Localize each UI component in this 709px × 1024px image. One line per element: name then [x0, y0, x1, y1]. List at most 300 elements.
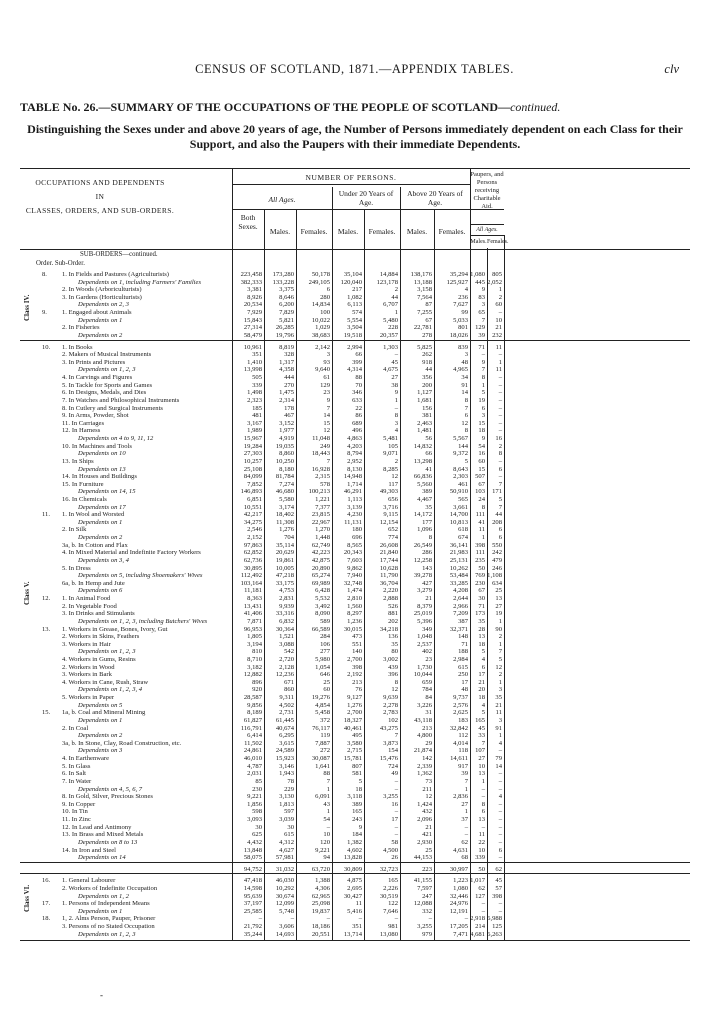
- value-cell: 10: [495, 316, 502, 324]
- value-cell: 57: [495, 884, 502, 892]
- value-cell: 148: [458, 633, 468, 641]
- value-cell: 19: [478, 396, 485, 404]
- occupation-label: 1, 2. Alms Person, Pauper, Prisoner: [62, 915, 156, 923]
- value-cell: 2,731: [279, 709, 294, 717]
- order-number: 9.: [42, 309, 47, 317]
- class-vi-label: Class VI.: [23, 884, 31, 912]
- value-cell: 9,862: [347, 564, 362, 572]
- value-cell: 6: [481, 663, 485, 671]
- value-cell: 30,809: [343, 865, 362, 873]
- value-cell: 10: [478, 846, 485, 854]
- value-cell: 507: [475, 473, 485, 481]
- value-cell: 6,263: [487, 930, 502, 938]
- order-number: 12.: [42, 595, 51, 603]
- value-cell: 47,218: [275, 572, 294, 580]
- value-cell: 12,088: [413, 900, 432, 908]
- value-cell: 7,852: [247, 480, 262, 488]
- value-cell: 7,940: [347, 572, 362, 580]
- class-v-label: Class V.: [23, 581, 31, 605]
- value-cell: 9: [394, 389, 398, 397]
- order-number: 18.: [42, 915, 51, 923]
- value-cell: 7: [394, 732, 398, 740]
- value-cell: 62,736: [243, 556, 262, 564]
- value-cell: 19,284: [243, 442, 262, 450]
- value-cell: 8,794: [347, 450, 362, 458]
- value-cell: 597: [284, 808, 294, 816]
- value-cell: 14: [495, 762, 502, 770]
- value-cell: 3,152: [279, 419, 294, 427]
- value-cell: 9,640: [315, 366, 330, 374]
- value-cell: 12,154: [379, 518, 398, 526]
- value-cell: 3,381: [247, 286, 262, 294]
- value-cell: 6,200: [279, 301, 294, 309]
- both-sexes-header: Both Sexes.: [238, 213, 258, 231]
- dependents-label: Dependents on 5: [78, 701, 123, 709]
- value-cell: 481: [252, 412, 262, 420]
- value-cell: 8: [481, 374, 485, 382]
- value-cell: 39: [478, 331, 485, 339]
- value-cell: 91: [461, 381, 468, 389]
- value-cell: 61,827: [243, 716, 262, 724]
- dependents-label: Dependents on 1: [78, 518, 123, 526]
- value-cell: 4,467: [417, 495, 432, 503]
- value-cell: 66: [425, 450, 432, 458]
- value-cell: 1,521: [279, 633, 294, 641]
- value-cell: 111: [475, 511, 485, 519]
- value-cell: 2,625: [453, 709, 468, 717]
- value-cell: 1,805: [247, 633, 262, 641]
- value-cell: 15,781: [343, 755, 362, 763]
- value-cell: 1,096: [417, 526, 432, 534]
- value-cell: 8,285: [383, 465, 398, 473]
- value-cell: 1,080: [453, 884, 468, 892]
- value-cell: 20,534: [243, 301, 262, 309]
- value-cell: 61: [323, 374, 330, 382]
- value-cell: 41: [478, 518, 485, 526]
- occupation-label: 6a, b. In Hemp and Jute: [62, 579, 125, 587]
- value-cell: 7,627: [453, 301, 468, 309]
- value-cell: 79: [495, 755, 502, 763]
- value-cell: 133,228: [272, 278, 294, 286]
- occupation-label: 3. Persons of no Stated Occupation: [62, 923, 155, 931]
- value-cell: 1,270: [315, 526, 330, 534]
- value-cell: 4,358: [279, 366, 294, 374]
- value-cell: 981: [388, 923, 398, 931]
- value-cell: 9,311: [279, 694, 294, 702]
- value-cell: 7,929: [247, 309, 262, 317]
- table-title-main: TABLE No. 26.—SUMMARY OF THE OCCUPATIONS OF THE PEOPLE OF SCOTLAND—: [20, 100, 511, 114]
- occupation-label: 8. In Gold, Silver, Precious Stones: [62, 793, 153, 801]
- value-cell: 117: [388, 480, 398, 488]
- value-cell: 18,327: [343, 716, 362, 724]
- occupation-label: 4. Workers in Gums, Resins: [62, 656, 136, 663]
- value-cell: 262: [422, 351, 432, 359]
- value-cell: 35,294: [449, 271, 468, 278]
- value-cell: 13,298: [413, 457, 432, 465]
- value-cell: 1,303: [383, 343, 398, 351]
- value-cell: 184: [352, 831, 362, 839]
- paupers-females-header: Females.: [487, 239, 509, 245]
- value-cell: 3,088: [279, 640, 294, 648]
- value-cell: 6,988: [487, 915, 502, 923]
- dependents-label: Dependents on 1, 2, 3, 4: [78, 686, 143, 694]
- value-cell: –: [481, 900, 485, 908]
- occupation-label: 1. In Wool and Worsted: [62, 511, 125, 519]
- value-cell: 3,194: [247, 640, 262, 648]
- all-ages-header: All Ages.: [268, 195, 296, 204]
- value-cell: 810: [252, 648, 262, 656]
- value-cell: 1,730: [417, 663, 432, 671]
- value-cell: 10,044: [413, 671, 432, 679]
- value-cell: 2,546: [247, 526, 262, 534]
- value-cell: 387: [458, 617, 468, 625]
- value-cell: 2,576: [453, 701, 468, 709]
- value-cell: 100,213: [308, 488, 330, 496]
- value-cell: 4,965: [453, 366, 468, 374]
- dependents-label: Dependents on 14, 15: [78, 488, 136, 496]
- value-cell: 173: [475, 610, 485, 618]
- value-cell: 11,048: [312, 435, 330, 443]
- value-cell: 1,127: [417, 389, 432, 397]
- value-cell: 21: [478, 678, 485, 686]
- value-cell: 5,580: [279, 495, 294, 503]
- value-cell: 2,226: [383, 884, 398, 892]
- value-cell: 2: [394, 457, 398, 465]
- value-cell: 16: [391, 800, 398, 808]
- value-cell: 805: [492, 271, 502, 278]
- value-cell: 4: [464, 286, 468, 294]
- value-cell: 33,285: [449, 579, 468, 587]
- above-20-males-header: Males.: [406, 227, 428, 236]
- value-cell: 112,492: [240, 572, 262, 580]
- value-cell: 213: [352, 678, 362, 686]
- value-cell: 13: [478, 633, 485, 641]
- value-cell: –: [498, 404, 502, 412]
- occupation-label: 2. Workers of Indefinite Occupation: [62, 884, 158, 892]
- value-cell: –: [498, 427, 502, 435]
- value-cell: 1,560: [347, 602, 362, 610]
- value-cell: 659: [422, 678, 432, 686]
- value-cell: 7: [481, 366, 485, 374]
- value-cell: 103,164: [240, 579, 262, 587]
- occupation-label: 4. In Carvings and Figures: [62, 374, 133, 382]
- value-cell: 48: [461, 686, 468, 694]
- value-cell: 30,997: [449, 865, 468, 873]
- value-cell: –: [498, 823, 502, 831]
- value-cell: 34,218: [379, 625, 398, 633]
- value-cell: 3,492: [315, 602, 330, 610]
- value-cell: 15: [478, 419, 485, 427]
- occupation-label: 1. In Animal Food: [62, 595, 111, 603]
- value-cell: –: [498, 854, 502, 862]
- value-cell: 1: [498, 358, 502, 366]
- value-cell: 2,537: [417, 640, 432, 648]
- value-cell: 63,720: [311, 865, 330, 873]
- occupation-label: 4. In Earthenware: [62, 755, 110, 763]
- value-cell: 2,052: [487, 278, 502, 286]
- dependents-label: Dependents on 4, 5, 6, 7: [78, 785, 143, 793]
- value-cell: 1,856: [247, 800, 262, 808]
- value-cell: 8: [394, 412, 398, 420]
- value-cell: 2,831: [279, 595, 294, 603]
- value-cell: 211: [422, 785, 432, 793]
- value-cell: 5: [481, 709, 485, 717]
- value-cell: 769: [475, 572, 485, 580]
- value-cell: 398: [475, 541, 485, 549]
- value-cell: 30,087: [311, 755, 330, 763]
- value-cell: 5,821: [279, 316, 294, 324]
- value-cell: 35,244: [243, 930, 262, 938]
- occupation-label: 3. In Prints and Pictures: [62, 358, 126, 366]
- value-cell: 27: [495, 602, 502, 610]
- value-cell: 2: [498, 633, 502, 641]
- value-cell: 774: [388, 534, 398, 542]
- value-cell: 45: [391, 358, 398, 366]
- value-cell: 40,461: [343, 724, 362, 732]
- value-cell: 8,363: [247, 595, 262, 603]
- value-cell: 22: [478, 838, 485, 846]
- value-cell: 94,752: [243, 865, 262, 873]
- value-cell: 5: [464, 457, 468, 465]
- value-cell: 439: [388, 663, 398, 671]
- value-cell: 3,661: [453, 503, 468, 511]
- value-cell: 18,186: [311, 923, 330, 931]
- value-cell: 11,181: [244, 587, 262, 595]
- value-cell: 230: [475, 579, 485, 587]
- value-cell: 4,014: [453, 739, 468, 747]
- value-cell: 2,096: [417, 816, 432, 824]
- value-cell: 1,475: [279, 389, 294, 397]
- value-cell: 1,080: [470, 271, 485, 278]
- value-cell: 23: [323, 389, 330, 397]
- value-cell: 20,357: [379, 331, 398, 339]
- value-cell: 67: [478, 480, 485, 488]
- occupations-header-line3: CLASSES, ORDERS, AND SUB-ORDERS.: [25, 206, 175, 215]
- value-cell: 5,554: [347, 316, 362, 324]
- value-cell: 615: [284, 831, 294, 839]
- table-title: [20, 100, 560, 115]
- value-cell: 1,813: [279, 800, 294, 808]
- occupation-label: 3a, b. In Cotton and Flax: [62, 541, 128, 549]
- value-cell: 1,714: [347, 480, 362, 488]
- value-cell: 1,054: [315, 663, 330, 671]
- value-cell: 473: [352, 633, 362, 641]
- paupers-males-header: Males.: [470, 239, 487, 245]
- value-cell: –: [498, 389, 502, 397]
- value-cell: 18: [355, 785, 362, 793]
- value-cell: 18,443: [311, 450, 330, 458]
- value-cell: 44: [391, 293, 398, 301]
- value-cell: 41: [425, 465, 432, 473]
- dependents-label: Dependents on 1, including Farmers' Families: [78, 278, 202, 286]
- value-cell: 21,874: [413, 747, 432, 755]
- value-cell: 4,627: [279, 846, 294, 854]
- value-cell: 88: [323, 770, 330, 778]
- value-cell: 25: [425, 846, 432, 854]
- value-cell: 11,308: [276, 518, 294, 526]
- value-cell: 6: [481, 404, 485, 412]
- value-cell: 339: [252, 381, 262, 389]
- dependents-label: Dependents on 1, 2, 3, including Butchers' Wives: [78, 617, 208, 625]
- value-cell: –: [498, 457, 502, 465]
- value-cell: 228: [388, 324, 398, 332]
- value-cell: 34: [461, 374, 468, 382]
- value-cell: 14,598: [243, 884, 262, 892]
- occupation-label: 2. In Silk: [62, 526, 87, 534]
- value-cell: 249: [320, 442, 330, 450]
- value-cell: 18: [478, 694, 485, 702]
- value-cell: 1,382: [347, 838, 362, 846]
- value-cell: 1: [481, 381, 485, 389]
- value-cell: 1,362: [417, 770, 432, 778]
- value-cell: 1: [498, 640, 502, 648]
- value-cell: 7: [481, 739, 485, 747]
- value-cell: 3: [481, 412, 485, 420]
- value-cell: 8,090: [315, 610, 330, 618]
- value-cell: 11: [495, 343, 502, 351]
- value-cell: 45: [495, 877, 502, 885]
- value-cell: 67: [425, 316, 432, 324]
- value-cell: 8,379: [417, 602, 432, 610]
- value-cell: 280: [320, 293, 330, 301]
- value-cell: 230: [252, 785, 262, 793]
- value-cell: 1,082: [347, 293, 362, 301]
- value-cell: 24: [478, 495, 485, 503]
- value-cell: 9: [481, 286, 485, 294]
- value-cell: 1,276: [279, 526, 294, 534]
- value-cell: 3,093: [247, 816, 262, 824]
- value-cell: 2,644: [453, 595, 468, 603]
- value-cell: 142: [422, 755, 432, 763]
- value-cell: 19,837: [311, 907, 330, 915]
- value-cell: 17,205: [449, 923, 468, 931]
- value-cell: 13,188: [413, 278, 432, 286]
- value-cell: 4,863: [347, 435, 362, 443]
- value-cell: 1: [498, 732, 502, 740]
- value-cell: 652: [388, 526, 398, 534]
- value-cell: 202: [388, 617, 398, 625]
- value-cell: 14,172: [413, 511, 432, 519]
- value-cell: 349: [422, 625, 432, 633]
- value-cell: 4,602: [347, 846, 362, 854]
- value-cell: 43,275: [379, 724, 398, 732]
- value-cell: 20: [478, 686, 485, 694]
- value-cell: 270: [284, 381, 294, 389]
- value-cell: –: [394, 915, 398, 923]
- value-cell: 86: [355, 412, 362, 420]
- value-cell: 232: [492, 331, 502, 339]
- value-cell: –: [258, 915, 262, 923]
- value-cell: 5,481: [383, 435, 398, 443]
- value-cell: 14,834: [311, 301, 330, 309]
- value-cell: 15,476: [379, 755, 398, 763]
- value-cell: 49,303: [379, 488, 398, 496]
- occupation-label: 9. In Copper: [62, 800, 96, 808]
- value-cell: 62: [478, 884, 485, 892]
- value-cell: 2,918: [470, 915, 485, 923]
- value-cell: 3,039: [279, 816, 294, 824]
- value-cell: 14,700: [449, 511, 468, 519]
- value-cell: 35: [425, 503, 432, 511]
- value-cell: 7: [326, 457, 330, 465]
- value-cell: 550: [492, 541, 502, 549]
- above-20-females-header: Females.: [438, 227, 466, 236]
- value-cell: –: [394, 351, 398, 359]
- value-cell: 14: [323, 412, 330, 420]
- value-cell: 1,221: [315, 495, 330, 503]
- value-cell: 432: [422, 808, 432, 816]
- value-cell: 2,323: [247, 396, 262, 404]
- value-cell: 125,927: [446, 278, 468, 286]
- value-cell: 102: [388, 716, 398, 724]
- value-cell: 9,127: [347, 694, 362, 702]
- value-cell: 165: [352, 808, 362, 816]
- dependents-label: Dependents on 1: [78, 316, 123, 324]
- value-cell: 3: [394, 419, 398, 427]
- value-cell: 1,017: [470, 877, 485, 885]
- value-cell: 6,414: [247, 732, 262, 740]
- value-cell: 62: [495, 865, 502, 873]
- value-cell: 5: [481, 648, 485, 656]
- value-cell: 107: [475, 747, 485, 755]
- value-cell: 3: [498, 716, 502, 724]
- value-cell: –: [498, 831, 502, 839]
- occupation-label: 12. In Harness: [62, 427, 101, 435]
- value-cell: 11: [495, 366, 502, 374]
- occupation-label: 2. Workers in Wood: [62, 663, 115, 671]
- value-cell: 3: [498, 686, 502, 694]
- value-cell: 881: [388, 610, 398, 618]
- value-cell: –: [498, 777, 502, 785]
- value-cell: 35,104: [343, 271, 362, 278]
- value-cell: 30,519: [379, 892, 398, 900]
- value-cell: 3,615: [279, 739, 294, 747]
- value-cell: 3,873: [383, 739, 398, 747]
- value-cell: 24,976: [449, 900, 468, 908]
- value-cell: 65,274: [311, 572, 330, 580]
- value-cell: 229: [284, 785, 294, 793]
- value-cell: 41,406: [243, 610, 262, 618]
- value-cell: 3,255: [417, 923, 432, 931]
- value-cell: 3,158: [417, 286, 432, 294]
- value-cell: 46,010: [243, 755, 262, 763]
- value-cell: 208: [492, 518, 502, 526]
- value-cell: 21,792: [243, 923, 262, 931]
- value-cell: 4,919: [279, 435, 294, 443]
- value-cell: 1,410: [247, 358, 262, 366]
- value-cell: 40,674: [275, 724, 294, 732]
- value-cell: 2,783: [383, 709, 398, 717]
- value-cell: 1: [394, 396, 398, 404]
- occupation-label: 5. In Tackle for Sports and Games: [62, 381, 153, 389]
- value-cell: 83: [478, 293, 485, 301]
- value-cell: 2: [394, 286, 398, 294]
- value-cell: 5,567: [453, 435, 468, 443]
- value-cell: 4,203: [347, 442, 362, 450]
- value-cell: 2: [498, 293, 502, 301]
- value-cell: 2,314: [279, 396, 294, 404]
- value-cell: 14,693: [275, 930, 294, 938]
- value-cell: 21: [425, 595, 432, 603]
- value-cell: 339: [475, 854, 485, 862]
- value-cell: 4,306: [315, 884, 330, 892]
- value-cell: 34,275: [243, 518, 262, 526]
- value-cell: 31: [425, 709, 432, 717]
- value-cell: 4,432: [247, 838, 262, 846]
- order-number: 16.: [42, 877, 51, 885]
- value-cell: 6,113: [347, 301, 362, 309]
- value-cell: 44: [495, 511, 502, 519]
